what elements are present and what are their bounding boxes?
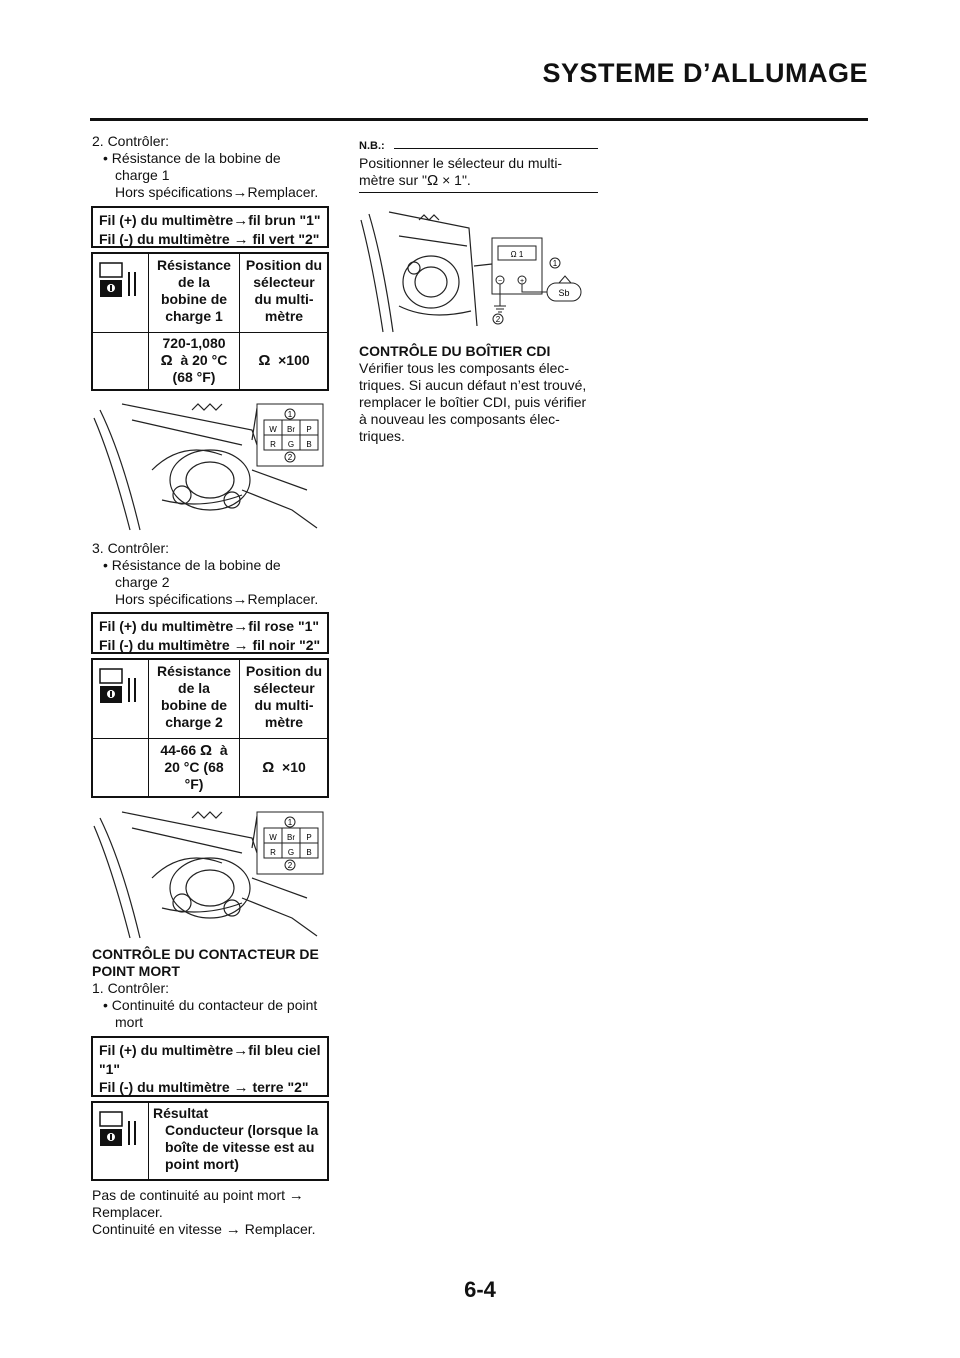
arrow-icon: → <box>233 1042 249 1059</box>
section-line1: 1. Contrôler: <box>92 980 170 996</box>
callout-1: 1 <box>552 259 558 268</box>
wire-label: Sb <box>558 288 570 298</box>
ohm-icon: Ω <box>426 172 439 189</box>
cdi-line4: à nouveau les composants élec- <box>359 411 560 427</box>
engine-connector-illustration-2 <box>92 808 330 940</box>
cond2-line1: Fil (+) du multimètre→fil rose "1" <box>99 618 320 635</box>
callout-2: 2 <box>287 453 293 462</box>
step3-line4: Hors spécifications→Remplacer. <box>115 591 319 608</box>
arrow-icon: → <box>233 231 249 248</box>
ohm-icon: Ω <box>200 742 213 759</box>
step2-line4: Hors spécifications→Remplacer. <box>115 184 319 201</box>
cdi-line1: Vérifier tous les composants élec- <box>359 360 570 376</box>
section-line2: • Continuité du contacteur de point <box>103 997 318 1013</box>
spec1-value-position: Ω ×100 <box>258 352 310 369</box>
after-line2: Remplacer. <box>92 1204 163 1220</box>
step2-line2: • Résistance de la bobine de <box>103 150 281 166</box>
page-title: SYSTEME D’ALLUMAGE <box>542 58 868 88</box>
pin-label: P <box>306 425 312 434</box>
cdi-meter-illustration <box>359 206 599 334</box>
spec1-header-position: Position du sélecteur du multi- mètre <box>245 257 323 324</box>
callout-1: 1 <box>287 410 293 419</box>
callout-2: 2 <box>287 861 293 870</box>
spec2-header-position: Position du sélecteur du multi- mètre <box>245 663 323 730</box>
arrow-icon: → <box>232 184 248 201</box>
cond3-line1: Fil (+) du multimètre→fil bleu ciel <box>99 1042 321 1059</box>
spec-table-1 <box>91 252 329 391</box>
nb-top-rule <box>394 148 598 149</box>
ohm-icon: Ω <box>258 352 271 369</box>
spec1-header-resistance: Résistance de la bobine de charge 1 <box>157 257 231 324</box>
spec2-header-resistance: Résistance de la bobine de charge 2 <box>157 663 231 730</box>
pin-label: R <box>270 848 276 857</box>
pin-label: G <box>287 848 295 857</box>
nb-line2: mètre sur "Ω × 1". <box>359 172 471 189</box>
plus-terminal: + <box>519 278 525 285</box>
step2-line1: 2. Contrôler: <box>92 133 170 149</box>
ohm-icon: Ω <box>262 759 275 776</box>
page-number: 6-4 <box>464 1277 496 1302</box>
nb-line1: Positionner le sélecteur du multi- <box>359 155 563 171</box>
cond3-line1b: "1" <box>99 1061 121 1077</box>
after-line1: Pas de continuité au point mort → <box>92 1187 304 1204</box>
arrow-icon: → <box>233 637 249 654</box>
arrow-icon: → <box>225 1221 241 1238</box>
section-line3: mort <box>115 1014 143 1030</box>
arrow-icon: → <box>288 1187 304 1204</box>
pin-label: P <box>306 833 312 842</box>
cond1-line2: Fil (-) du multimètre → fil vert "2" <box>99 231 320 248</box>
spec3-value: Conducteur (lorsque la boîte de vitesse est au point mort) <box>165 1122 319 1172</box>
step3-line2: • Résistance de la bobine de <box>103 557 281 573</box>
spec1-value-resistance: 720-1,080 Ω à 20 °C (68 °F) <box>160 335 228 385</box>
spec2-value-resistance: 44-66 Ω à 20 °C (68 °F) <box>160 742 228 792</box>
pin-label: G <box>287 440 295 449</box>
callout-1: 1 <box>287 818 293 827</box>
minus-terminal: − <box>497 278 503 285</box>
cond1-line1: Fil (+) du multimètre→fil brun "1" <box>99 212 321 229</box>
nb-bottom-rule <box>359 192 598 193</box>
engine-connector-illustration-1 <box>92 400 330 532</box>
spec2-value-position: Ω ×10 <box>262 759 306 776</box>
cdi-line3: remplacer le boîtier CDI, puis vérifier <box>359 394 587 410</box>
multimeter-icon <box>99 262 144 298</box>
cond3-line2: Fil (-) du multimètre → terre "2" <box>99 1079 309 1096</box>
condition-box-2 <box>91 612 329 654</box>
pin-label: B <box>306 440 312 449</box>
pin-label: B <box>306 848 312 857</box>
multimeter-icon <box>99 668 144 704</box>
spec3-header: Résultat <box>153 1105 209 1121</box>
pin-label: R <box>270 440 276 449</box>
pin-label: Br <box>287 425 295 434</box>
callout-2: 2 <box>495 315 501 324</box>
spec-table-3 <box>91 1101 329 1181</box>
header-rule <box>90 118 868 121</box>
condition-box-3 <box>91 1036 329 1097</box>
spec-table-2 <box>91 658 329 798</box>
step3-line1: 3. Contrôler: <box>92 540 170 556</box>
cdi-line2: triques. Si aucun défaut n’est trouvé, <box>359 377 587 393</box>
section-heading-line2: POINT MORT <box>92 963 180 979</box>
condition-box-1 <box>91 206 329 248</box>
meter-display: Ω 1 <box>510 250 524 259</box>
arrow-icon: → <box>233 618 249 635</box>
after-line3: Continuité en vitesse → Remplacer. <box>92 1221 316 1238</box>
pin-label: Br <box>287 833 295 842</box>
arrow-icon: → <box>232 591 248 608</box>
pin-label: W <box>269 833 277 842</box>
nb-label: N.B.: <box>359 140 385 152</box>
section-heading-line1: CONTRÔLE DU CONTACTEUR DE <box>92 946 319 962</box>
arrow-icon: → <box>233 1079 249 1096</box>
ohm-icon: Ω <box>160 352 173 369</box>
step2-line3: charge 1 <box>115 167 170 183</box>
pin-label: W <box>269 425 277 434</box>
arrow-icon: → <box>233 212 249 229</box>
multimeter-icon <box>99 1111 144 1147</box>
step3-line3: charge 2 <box>115 574 170 590</box>
cond2-line2: Fil (-) du multimètre → fil noir "2" <box>99 637 321 654</box>
cdi-line5: triques. <box>359 428 405 444</box>
cdi-heading: CONTRÔLE DU BOÎTIER CDI <box>359 343 551 359</box>
